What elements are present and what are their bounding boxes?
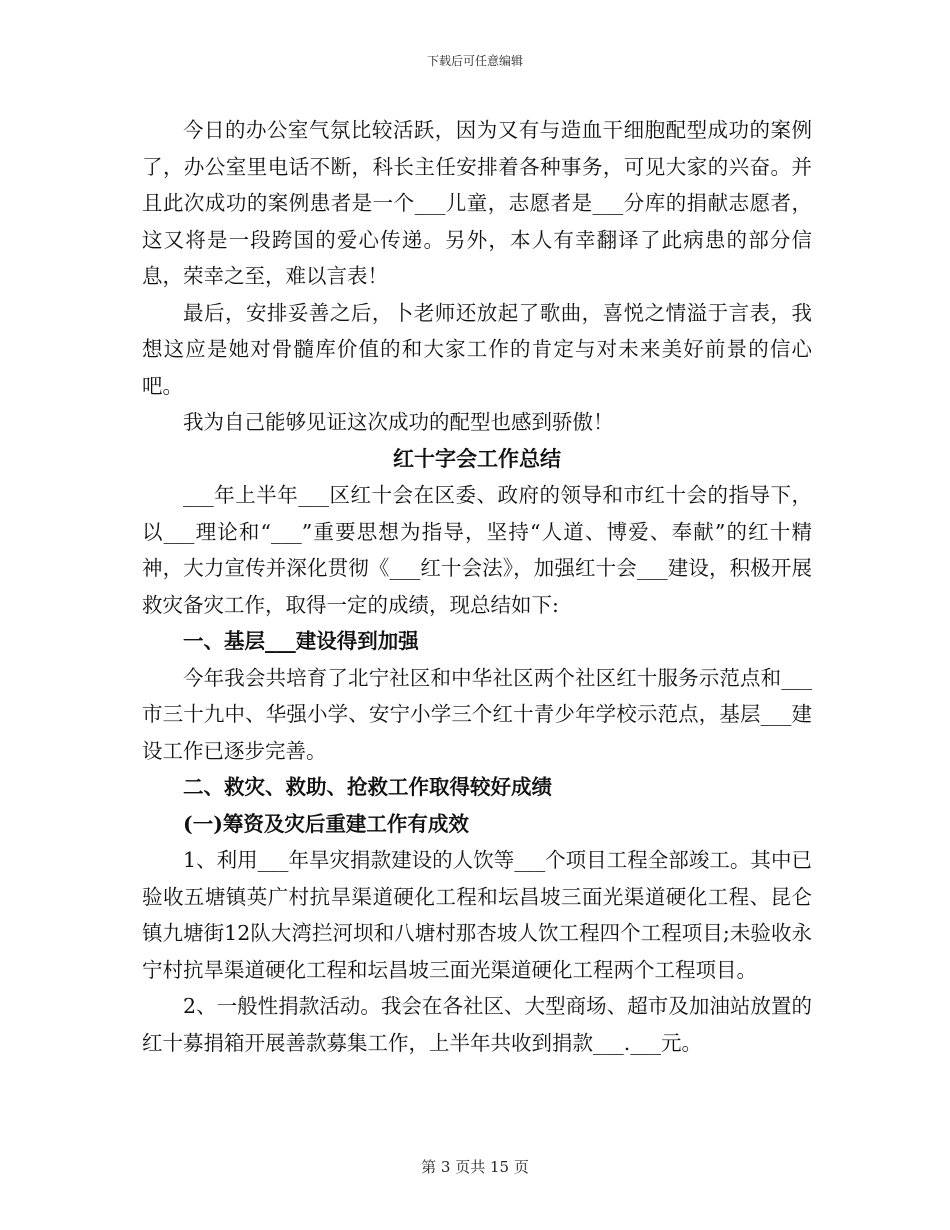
paragraph-grassroots: 今年我会共培育了北宁社区和中华社区两个社区红十服务示范点和___市三十九中、华强小学、安宁小学三个红十青少年学校示范点，基层___建设工作已逐步完善。 (142, 665, 812, 763)
paragraph-intro: ___年上半年___区红十会在区委、政府的领导和市红十会的指导下，以___理论和“___”重要思想为指导，坚持“人道、博爱、奉献”的红十精神，大力宣传并深化贯彻《___红十会法》，加强红十会___建设，积极开展救灾备灾工作，取得一定的成绩，现总结如下: (142, 483, 812, 617)
paragraph-general-donations: 2、一般性捐款活动。我会在各社区、大型商场、超市及加油站放置的红十募捐箱开展善款募集工作，上半年共收到捐款___.___元。 (142, 994, 812, 1055)
paragraph-office-atmosphere: 今日的办公室气氛比较活跃，因为又有与造血干细胞配型成功的案例了，办公室里电话不断，科长主任安排着各种事务，可见大家的兴奋。并且此次成功的案例患者是一个___儿童，志愿者是___分库的捐献志愿者，这又将是一段跨国的爱心传递。另外，本人有幸翻译了此病患的部分信息，荣幸之至，难以言表！ (142, 118, 812, 288)
paragraph-closing: 最后，安排妥善之后，卜老师还放起了歌曲，喜悦之情溢于言表，我想这应是她对骨髓库价值的和大家工作的肯定与对未来美好前景的信心吧。 (142, 300, 812, 398)
document-body (142, 112, 812, 1061)
paragraph-pride: 我为自己能够见证这次成功的配型也感到骄傲！ (183, 410, 614, 434)
paragraph-drought-projects: 1、利用___年旱灾捐款建设的人饮等___个项目工程全部竣工。其中已验收五塘镇英广村抗旱渠道硬化工程和坛昌坡三面光渠道硬化工程、昆仑镇九塘街12队大湾拦河坝和八塘村那杏坡人饮工程四个工程项目;未验收永宁村抗旱渠道硬化工程和坛昌坡三面光渠道硬化工程两个工程项目。 (142, 848, 812, 982)
page-header: 下载后可任意编辑 (426, 54, 523, 68)
heading-disaster-relief: 二、救灾、救助、抢救工作取得较好成绩 (183, 775, 552, 799)
heading-grassroots: 一、基层___建设得到加强 (183, 629, 419, 653)
section-title: 红十字会工作总结 (393, 445, 561, 471)
subheading-fundraising: (一)筹资及灾后重建工作有成效 (183, 811, 469, 836)
page-footer: 第 3 页共 15 页 (421, 1158, 529, 1176)
